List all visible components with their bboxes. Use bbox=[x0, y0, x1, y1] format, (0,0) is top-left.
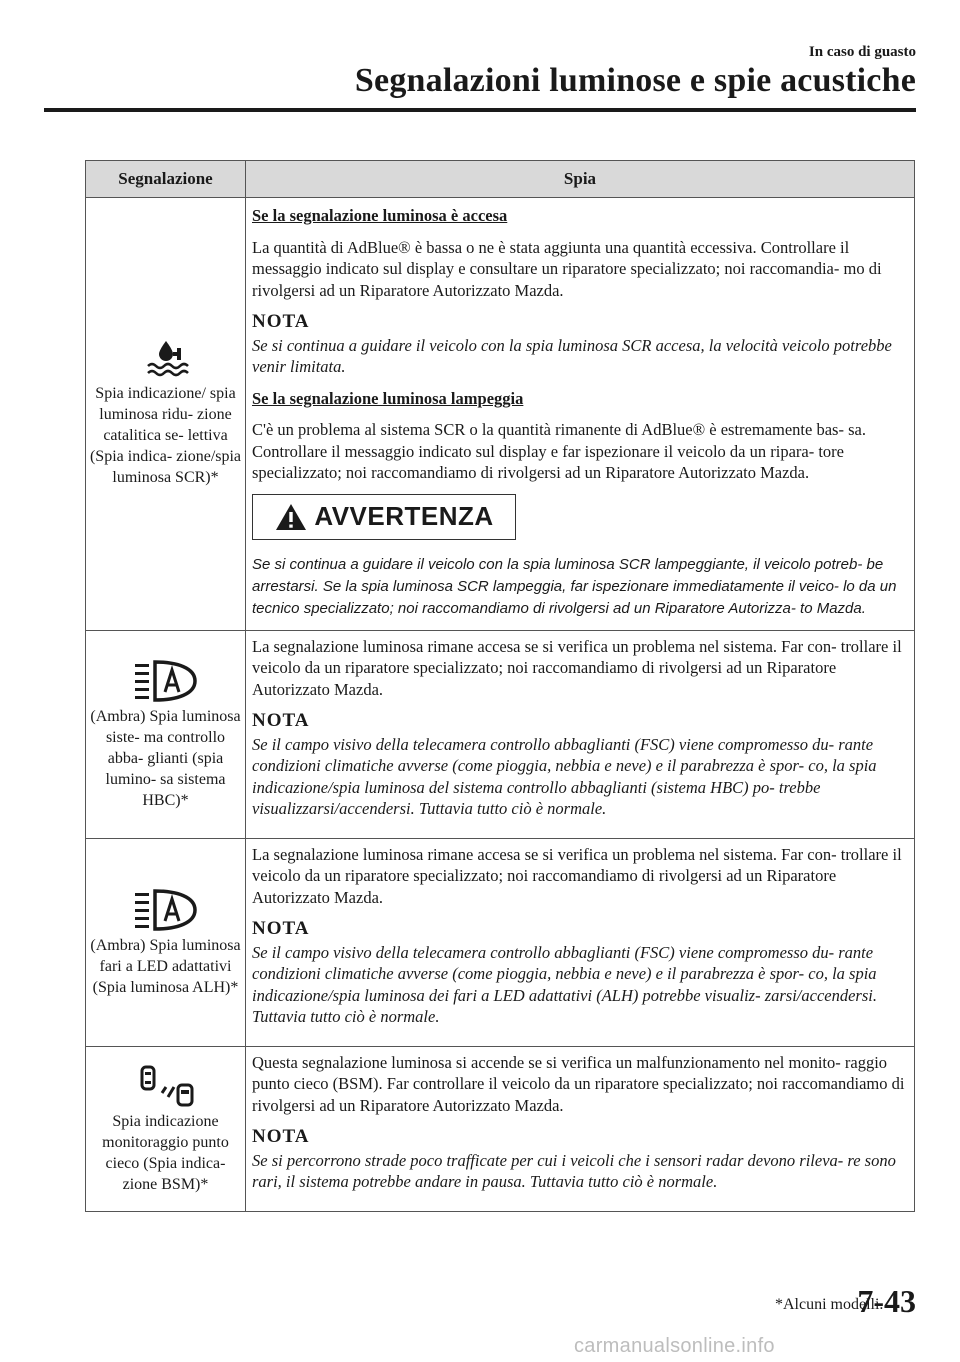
bsm-icon bbox=[134, 1063, 198, 1107]
description-cell bbox=[246, 1046, 915, 1211]
section-header: In caso di guasto bbox=[808, 44, 916, 60]
paragraph: C'è un problema al sistema SCR o la quantità rimanente di AdBlue® è estremamente bas- sa. Controllare il messaggio indicato sul display e far ispezionare il veicolo da un ripara- tore specializzato; noi raccomandiamo di rivolgersi ad un Riparatore Autorizzato Mazda. bbox=[252, 420, 866, 482]
table-row bbox=[86, 630, 915, 838]
warning-text: Se si continua a guidare il veicolo con la spia luminosa SCR lampeggiante, il veicolo potreb- be arrestarsi. Se la spia luminosa SCR lampeggia, far ispezionare immediatamente il veico- lo da un tecnico specializzato; noi raccomandiamo di rivolgersi ad un Riparatore Autorizza- to Mazda. bbox=[252, 555, 897, 617]
nota-text: Se il campo visivo della telecamera controllo abbaglianti (FSC) viene compromesso du- rante condizioni climatiche avverse (come pioggia, nebbia e neve) e il parabrezza è spor- co, la spia indicazione/spia luminosa dei fari a LED adattativi (ALH) potrebbe visualiz- zarsi/accendersi. Tuttavia tutto ciò è normale. bbox=[252, 942, 877, 1026]
hbc-icon bbox=[133, 658, 199, 702]
table-header-row bbox=[86, 161, 915, 198]
table-row bbox=[86, 838, 915, 1046]
table-row bbox=[86, 1046, 915, 1211]
nota-title: NOTA bbox=[252, 918, 310, 939]
description-cell bbox=[246, 198, 915, 631]
header-rule bbox=[44, 108, 916, 112]
indicator-label: Spia indicazione monitoraggio punto cieco (Spia indica- zione BSM)* bbox=[102, 1112, 229, 1193]
warning-triangle-icon bbox=[274, 502, 308, 532]
indicator-cell bbox=[86, 630, 246, 838]
nota-text: Se si percorrono strade poco trafficate per cui i veicoli che i sensori radar devono rileva- re sono rari, il sistema potrebbe andare in pausa. Tuttavia tutto ciò è normale. bbox=[252, 1150, 896, 1191]
description-cell bbox=[246, 630, 915, 838]
warning-box bbox=[252, 494, 516, 540]
description-cell bbox=[246, 838, 915, 1046]
table-row bbox=[86, 198, 915, 631]
indicator-table bbox=[85, 160, 915, 1212]
indicator-cell bbox=[86, 198, 246, 631]
col-header-spia: Spia bbox=[246, 161, 915, 198]
col-header-segnalazione: Segnalazione bbox=[86, 161, 246, 198]
warning-title: AVVERTENZA bbox=[314, 500, 494, 531]
paragraph: Questa segnalazione luminosa si accende se si verifica un malfunzionamento nel monito- raggio punto cieco (BSM). Far controllare il veicolo da un riparatore specializzato; noi raccomandiamo di rivolgersi ad un Riparatore Autorizzato Mazda. bbox=[252, 1052, 905, 1115]
alh-icon bbox=[133, 887, 199, 931]
watermark: carmanualsonline.info bbox=[574, 1335, 775, 1357]
page-number: 7-43 bbox=[857, 1283, 916, 1319]
subheading: Se la segnalazione luminosa lampeggia bbox=[252, 388, 524, 408]
subheading: Se la segnalazione luminosa è accesa bbox=[252, 206, 508, 225]
nota-text: Se il campo visivo della telecamera controllo abbaglianti (FSC) viene compromesso du- rante condizioni climatiche avverse (come pioggia, nebbia e neve) e il parabrezza è spor- co, la spia indicazione/spia luminosa del sistema controllo abbaglianti (sistema HBC) po- trebbe visualizzarsi/accendersi. Tuttavia tutto ciò è normale. bbox=[252, 734, 877, 818]
nota-title: NOTA bbox=[252, 311, 310, 332]
nota-title: NOTA bbox=[252, 1126, 310, 1147]
indicator-label: (Ambra) Spia luminosa fari a LED adattativi (Spia luminosa ALH)* bbox=[90, 936, 241, 996]
page-title: Segnalazioni luminose e spie acustiche bbox=[354, 62, 916, 99]
nota-text: Se si continua a guidare il veicolo con la spia luminosa SCR accesa, la velocità veicolo potrebbe venir limitata. bbox=[252, 335, 892, 376]
indicator-label: Spia indicazione/ spia luminosa ridu- zione catalitica se- lettiva (Spia indica- zione/spia luminosa SCR)* bbox=[89, 385, 242, 487]
nota-title: NOTA bbox=[252, 710, 310, 731]
indicator-label: (Ambra) Spia luminosa siste- ma controllo abba- glianti (spia lumino- sa sistema HBC)* bbox=[90, 707, 241, 809]
footnote: *Alcuni modelli. bbox=[775, 1296, 884, 1313]
paragraph: La quantità di AdBlue® è bassa o ne è stata aggiunta una quantità eccessiva. Controllare il messaggio indicato sul display e consultare un riparatore specializzato; noi raccomandia- mo di rivolgersi ad un Riparatore Autorizzato Mazda. bbox=[252, 237, 882, 300]
paragraph: La segnalazione luminosa rimane accesa se si verifica un problema nel sistema. Far con- trollare il veicolo da un riparatore specializzato; noi raccomandiamo di rivolgersi ad un Riparatore Autorizzato Mazda. bbox=[252, 844, 902, 907]
indicator-cell bbox=[86, 838, 246, 1046]
scr-icon bbox=[142, 339, 190, 379]
indicator-cell bbox=[86, 1046, 246, 1211]
paragraph: La segnalazione luminosa rimane accesa se si verifica un problema nel sistema. Far con- trollare il veicolo da un riparatore specializzato; noi raccomandiamo di rivolgersi ad un Riparatore Autorizzato Mazda. bbox=[252, 636, 902, 699]
